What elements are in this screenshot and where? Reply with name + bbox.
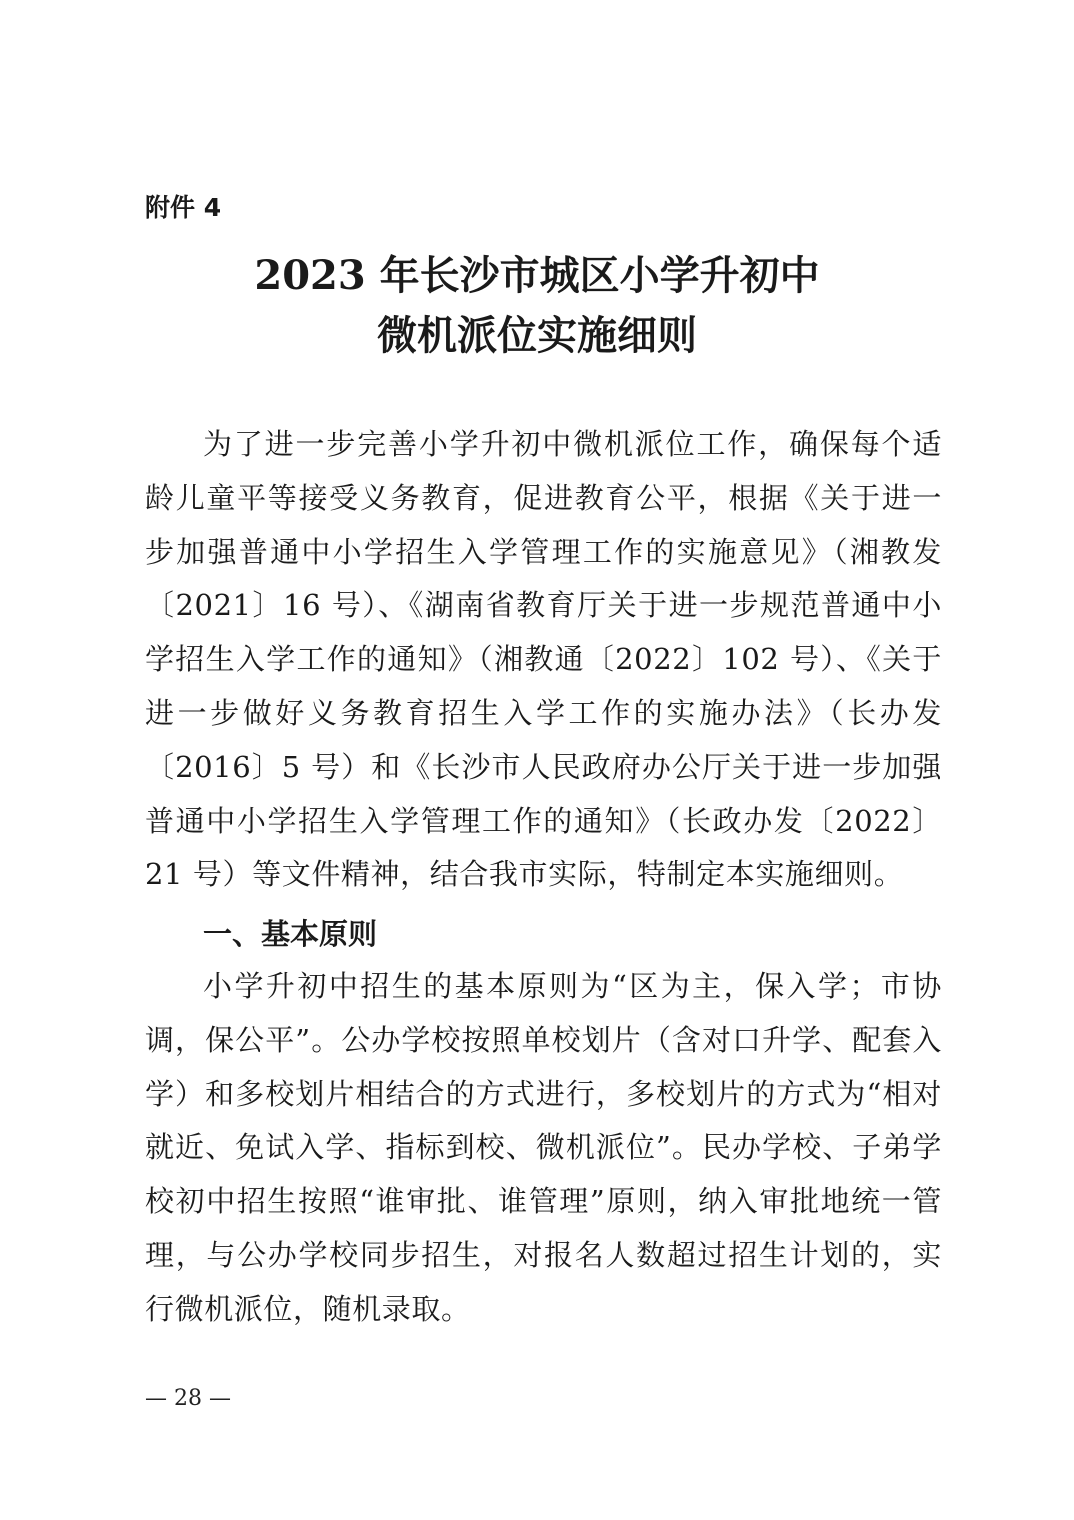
document-title-line-2: 微机派位实施细则: [377, 312, 697, 359]
attachment-label: 附件 4: [145, 193, 222, 222]
section-heading-basic-principles: 一、基本原则: [203, 917, 378, 951]
page-number: — 28 —: [145, 1386, 231, 1411]
document-title-line-1: 2023 年长沙市城区小学升初中: [254, 252, 820, 299]
basic-principles-paragraph: 小学升初中招生的基本原则为“区为主，保入学；市协调，保公平”。公办学校按照单校划片（含对口升学、配套入学）和多校划片相结合的方式进行，多校划片的方式为“相对就近、免试入学、指标到校、微机派位”。民办学校、子弟学校初中招生按照“谁审批、谁管理”原则，纳入审批地统一管理，与公办学校同步招生，对报名人数超过招生计划的，实行微机派位，随机录取。: [145, 969, 942, 1326]
intro-paragraph: 为了进一步完善小学升初中微机派位工作，确保每个适龄儿童平等接受义务教育，促进教育公平，根据《关于进一步加强普通中小学招生入学管理工作的实施意见》（湘教发〔2021〕16 号）、《湖南省教育厅关于进一步规范普通中小学招生入学工作的通知》（湘教通〔2022〕102 号）、《关于进一步做好义务教育招生入学工作的实施办法》（长办发〔2016〕5 号）和《长沙市人民政府办公厅关于进一步加强普通中小学招生入学管理工作的通知》（长政办发〔2022〕21 号）等文件精神，结合我市实际，特制定本实施细则。: [145, 427, 942, 892]
